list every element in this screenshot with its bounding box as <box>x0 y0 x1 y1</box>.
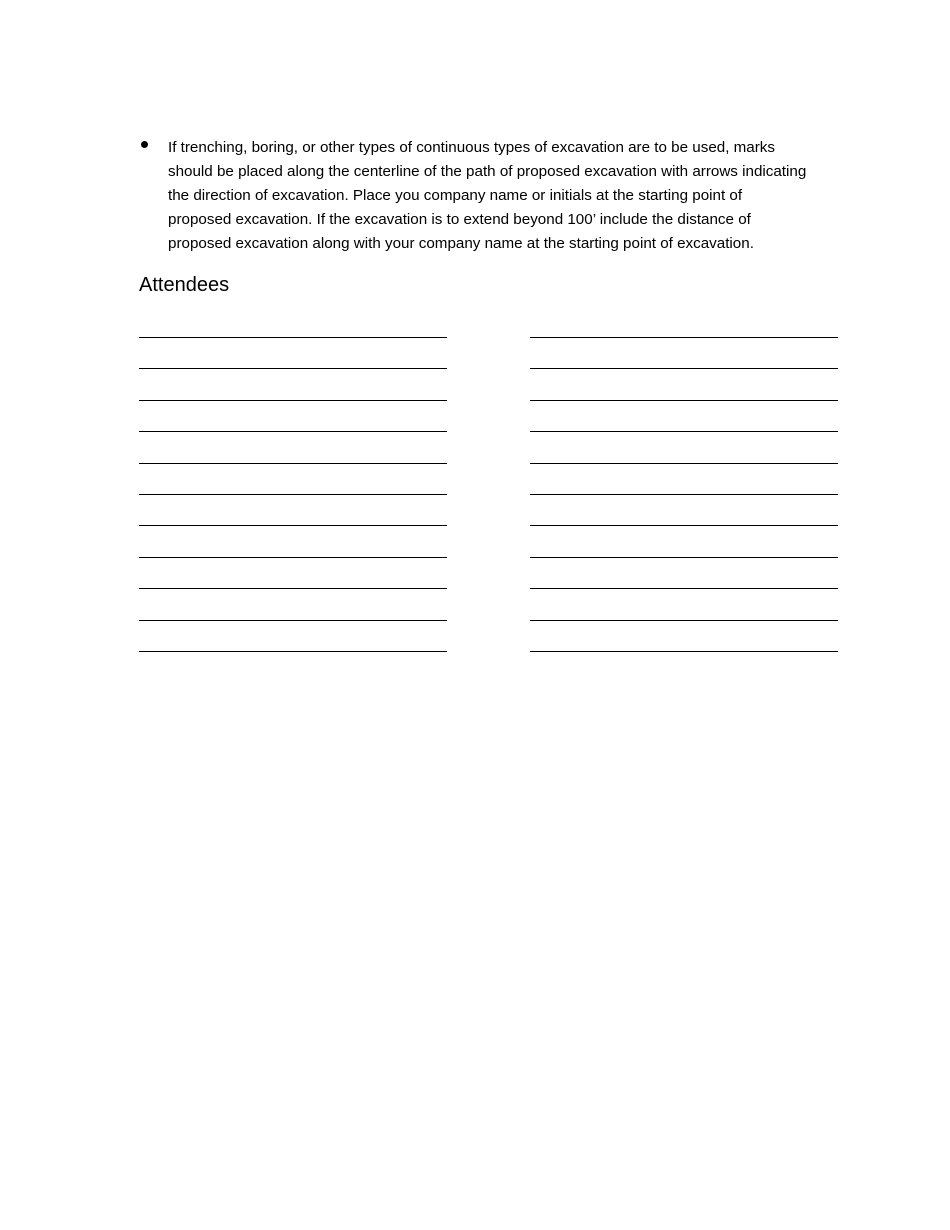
attendees-heading: Attendees <box>139 274 230 296</box>
attendee-name-line[interactable] <box>530 510 838 541</box>
attendee-name-line[interactable] <box>139 542 447 573</box>
paragraph-line: should be placed along the centerline of the path of proposed excavation with arrows indicating <box>168 163 807 180</box>
paragraph-line: proposed excavation. If the excavation is to extend beyond 100’ include the distance of <box>168 211 751 228</box>
bullet-item <box>139 136 844 256</box>
attendees-column-right <box>530 322 838 667</box>
attendee-name-line[interactable] <box>530 573 838 604</box>
attendee-name-line[interactable] <box>139 479 447 510</box>
attendee-name-line[interactable] <box>139 353 447 384</box>
attendee-name-line[interactable] <box>139 385 447 416</box>
attendee-name-line[interactable] <box>139 448 447 479</box>
attendee-name-line[interactable] <box>530 542 838 573</box>
attendee-name-line[interactable] <box>139 573 447 604</box>
bullet-icon <box>141 141 148 148</box>
attendee-name-line[interactable] <box>139 322 447 353</box>
attendee-name-line[interactable] <box>530 353 838 384</box>
attendee-name-line[interactable] <box>139 416 447 447</box>
attendee-name-line[interactable] <box>530 636 838 667</box>
attendee-name-line[interactable] <box>530 479 838 510</box>
bullet-paragraph <box>168 136 844 256</box>
attendee-name-line[interactable] <box>139 605 447 636</box>
paragraph-line: If trenching, boring, or other types of continuous types of excavation are to be used, marks <box>168 139 775 156</box>
paragraph-line: proposed excavation along with your company name at the starting point of excavation. <box>168 235 754 252</box>
attendee-name-line[interactable] <box>530 322 838 353</box>
attendee-name-line[interactable] <box>139 510 447 541</box>
attendees-column-left <box>139 322 447 667</box>
attendee-name-line[interactable] <box>530 416 838 447</box>
attendee-name-line[interactable] <box>530 448 838 479</box>
attendee-name-line[interactable] <box>139 636 447 667</box>
attendee-name-line[interactable] <box>530 385 838 416</box>
attendee-name-line[interactable] <box>530 605 838 636</box>
paragraph-line: the direction of excavation. Place you company name or initials at the starting point of <box>168 187 743 204</box>
